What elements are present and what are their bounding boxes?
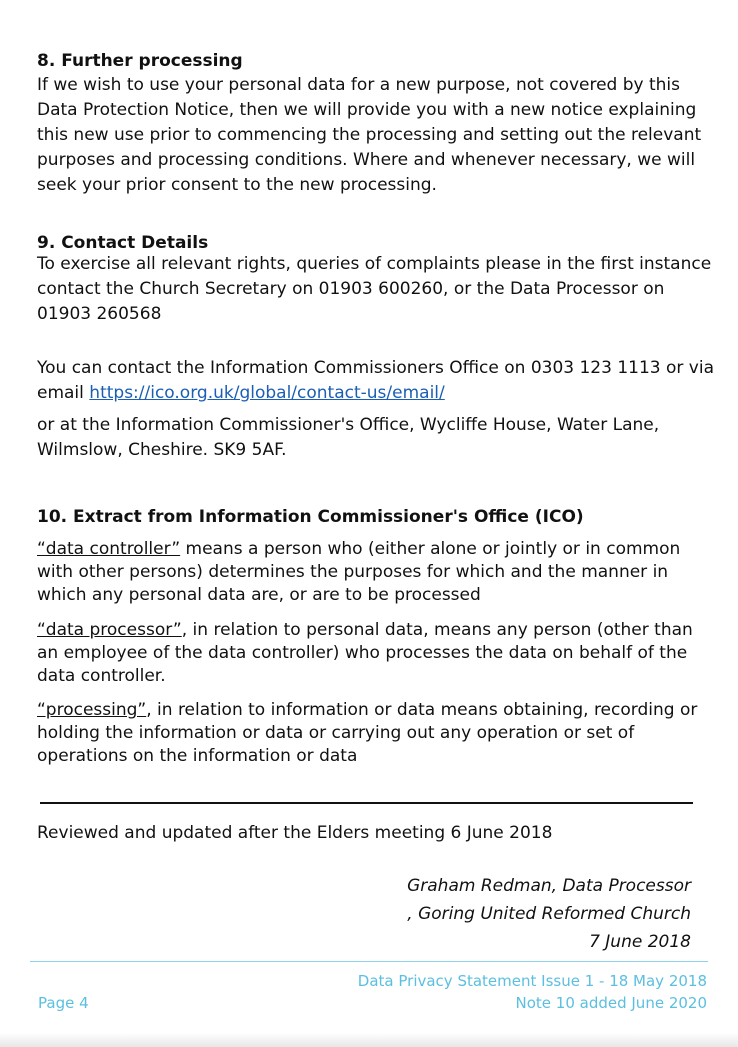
definition-data-controller — [37, 538, 680, 607]
section-9-line: contact the Church Secretary on 01903 600260, or the Data Processor on — [37, 279, 665, 299]
signature-name: Graham Redman, Data Processor — [407, 876, 691, 896]
definition-processing — [37, 699, 697, 768]
signature-block — [407, 872, 691, 956]
ico-address-line: Wilmslow, Cheshire. SK9 5AF. — [37, 440, 287, 460]
section-10-heading: 10. Extract from Information Commissioner's Office (ICO) — [37, 507, 584, 527]
definition-text: means a person who (either alone or jointly or in common — [180, 539, 681, 559]
section-8-line: this new use prior to commencing the processing and setting out the relevant — [37, 125, 702, 145]
definition-text: , in relation to personal data, means any person (other than — [181, 620, 693, 640]
section-9-body — [37, 252, 711, 327]
ico-address — [37, 413, 659, 463]
ico-email-prefix: email — [37, 383, 90, 403]
definition-text: , in relation to information or data means obtaining, recording or — [146, 700, 698, 720]
definition-line: data controller. — [37, 666, 166, 686]
section-8-line: seek your prior consent to the new processing. — [37, 175, 437, 195]
section-8-line: purposes and processing conditions. Where and whenever necessary, we will — [37, 150, 696, 170]
ico-email-link[interactable]: https://ico.org.uk/global/contact-us/email/ — [89, 383, 445, 403]
footer-divider — [30, 961, 708, 962]
term-data-controller: “data controller” — [37, 539, 181, 559]
footer-statement: Data Privacy Statement Issue 1 - 18 May 2018 — [357, 972, 707, 990]
section-8-line: Data Protection Notice, then we will provide you with a new notice explaining — [37, 100, 697, 120]
term-processing: “processing” — [37, 700, 147, 720]
footer-right — [358, 970, 707, 1014]
section-9-heading: 9. Contact Details — [37, 233, 209, 253]
definition-line: holding the information or data or carrying out any operation or set of — [37, 723, 635, 743]
horizontal-rule — [40, 802, 693, 804]
definition-data-processor — [37, 619, 693, 688]
footer-note: Note 10 added June 2020 — [515, 994, 707, 1012]
footer-page-number: Page 4 — [38, 994, 89, 1012]
ico-address-line: or at the Information Commissioner's Office, Wycliffe House, Water Lane, — [37, 415, 660, 435]
reviewed-note: Reviewed and updated after the Elders meeting 6 June 2018 — [37, 823, 553, 843]
ico-contact — [37, 356, 714, 406]
signature-date: 7 June 2018 — [589, 932, 691, 952]
section-8-body — [37, 73, 701, 198]
definition-line: with other persons) determines the purposes for which and the manner in — [37, 562, 669, 582]
ico-phone-line: You can contact the Information Commissioners Office on 0303 123 1113 or via — [37, 358, 715, 378]
section-9-line: To exercise all relevant rights, queries of complaints please in the first instance — [37, 254, 712, 274]
page-bottom-shadow — [0, 1033, 738, 1047]
definition-line: operations on the information or data — [37, 746, 358, 766]
section-8-heading: 8. Further processing — [37, 51, 243, 71]
definition-line: an employee of the data controller) who processes the data on behalf of the — [37, 643, 688, 663]
signature-organisation: , Goring United Reformed Church — [407, 904, 691, 924]
section-9-line: 01903 260568 — [37, 304, 162, 324]
ico-email-line — [37, 381, 714, 406]
section-8-line: If we wish to use your personal data for a new purpose, not covered by this — [37, 75, 681, 95]
term-data-processor: “data processor” — [37, 620, 182, 640]
definition-line: which any personal data are, or are to be processed — [37, 585, 481, 605]
